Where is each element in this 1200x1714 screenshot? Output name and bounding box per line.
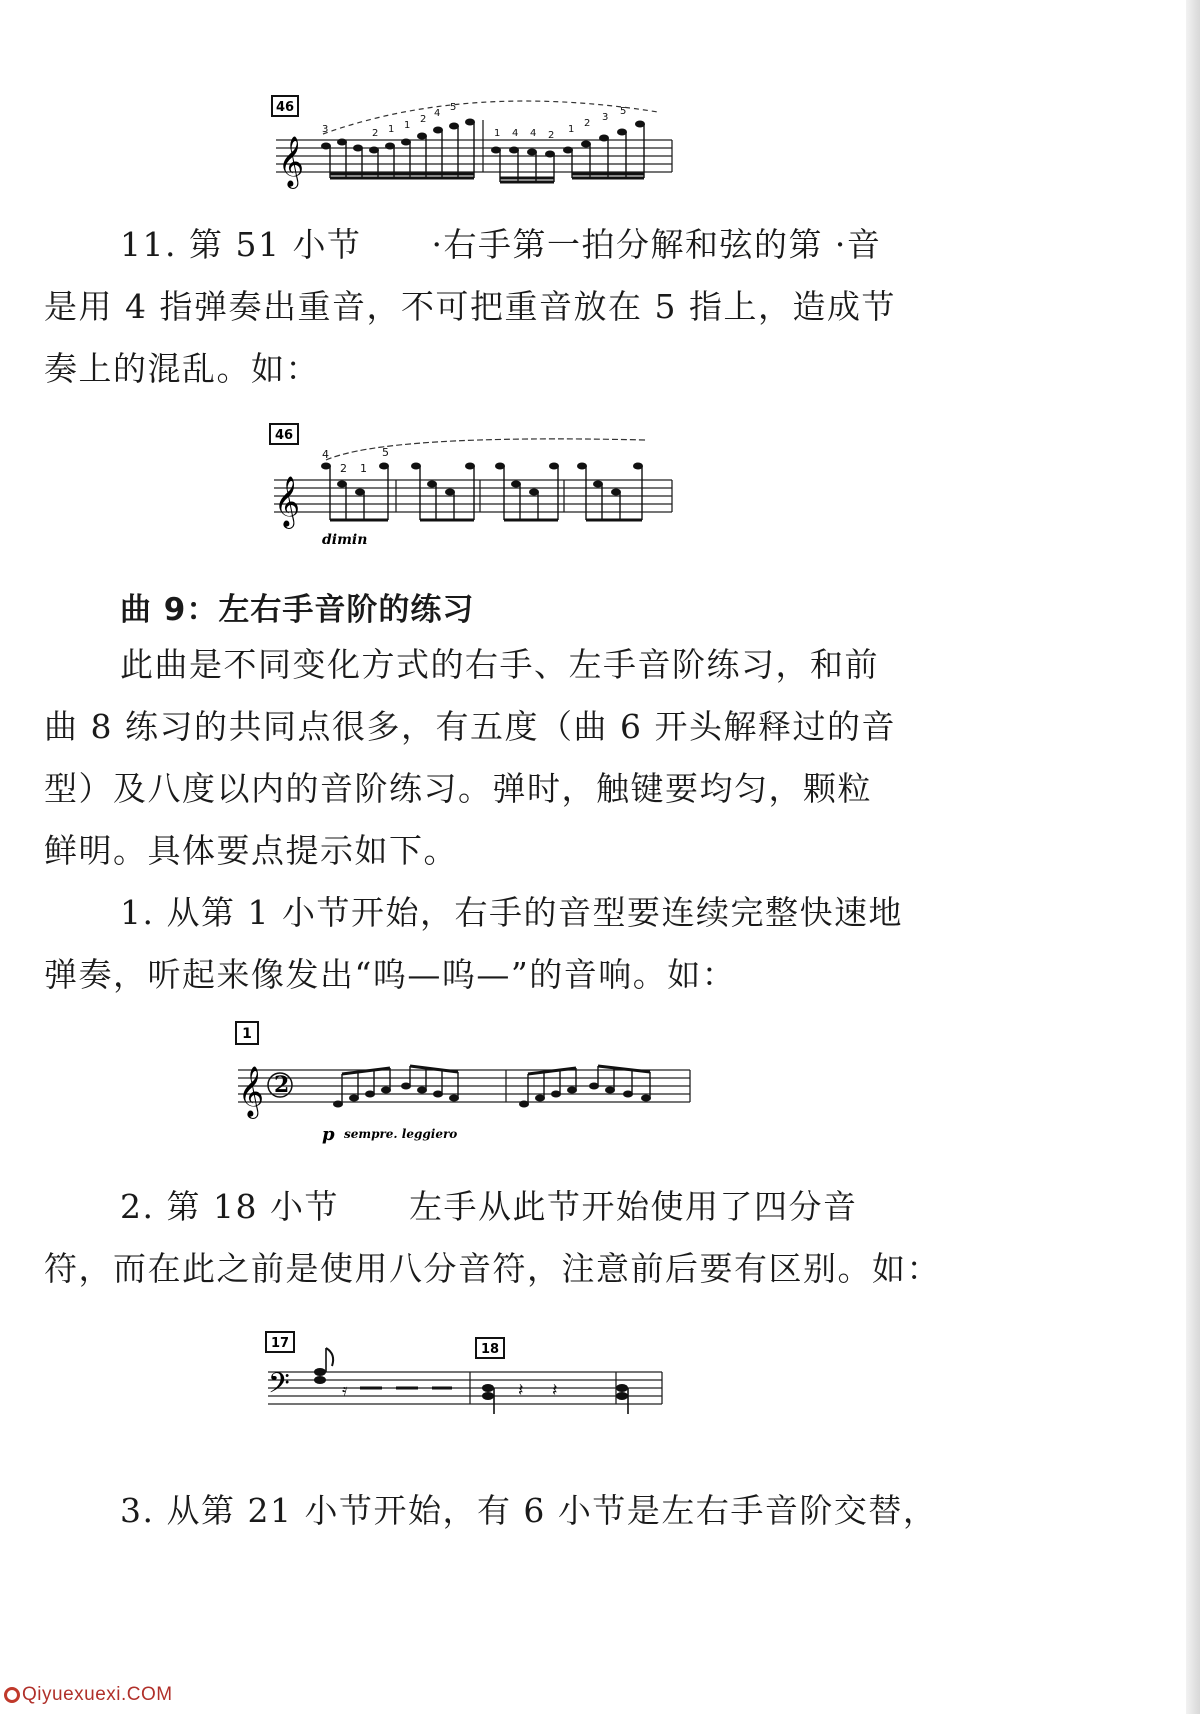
measure-ref-51: 11. 第 51 小节 [120, 225, 362, 264]
dynamic-marking: dimin [322, 532, 368, 548]
music-score-2 [266, 420, 686, 550]
svg-text:4: 4 [434, 108, 441, 119]
svg-text:2: 2 [548, 130, 555, 141]
svg-text:1: 1 [494, 128, 501, 139]
expression-marking: sempre. leggiero [344, 1127, 458, 1141]
svg-text:𝄽: 𝄽 [518, 1380, 524, 1401]
svg-text:3: 3 [602, 112, 609, 123]
svg-text:𝄽: 𝄽 [552, 1380, 558, 1401]
svg-text:2: 2 [372, 128, 379, 139]
measure-number: 46 [274, 428, 294, 443]
music-score-1 [268, 92, 688, 202]
measure-number: 18 [480, 1342, 500, 1357]
paragraph-11-text: ·右手第一拍分解和弦的第 ·音 [431, 225, 882, 264]
svg-text:1: 1 [388, 124, 395, 135]
intro-line-4: 鲜明。具体要点提示如下。 [44, 831, 458, 870]
dynamic-marking: p [322, 1124, 335, 1145]
svg-text:2: 2 [584, 118, 591, 129]
measure-ref-18: 2. 第 18 小节 [120, 1187, 339, 1226]
music-score-3 [230, 1018, 700, 1148]
treble-clef: 𝄞 [274, 476, 301, 527]
svg-text:4: 4 [530, 128, 537, 139]
bass-clef: 𝄢 [268, 1367, 290, 1407]
svg-text:4: 4 [322, 448, 329, 461]
svg-text:5: 5 [382, 446, 389, 459]
paragraph-11-line-3: 奏上的混乱。如： [44, 349, 320, 388]
paragraph-1-line-1: 1. 从第 1 小节开始，右手的音型要连续完整快速地 [120, 893, 903, 932]
intro-line-1: 此曲是不同变化方式的右手、左手音阶练习，和前 [120, 645, 879, 684]
treble-clef: 𝄞 [278, 136, 305, 187]
intro-line-3: 型）及八度以内的音阶练习。弹时，触键要均匀，颗粒 [44, 769, 872, 808]
time-signature: 2 [274, 1072, 290, 1098]
svg-text:5: 5 [620, 106, 627, 117]
intro-line-2: 曲 8 练习的共同点很多，有五度（曲 6 开头解释过的音 [44, 707, 896, 746]
page-edge-shadow [1186, 0, 1200, 1714]
svg-text:1: 1 [404, 120, 411, 131]
svg-text:1: 1 [360, 462, 367, 475]
svg-text:3: 3 [322, 124, 329, 135]
svg-text:2: 2 [340, 462, 347, 475]
measure-number: 17 [270, 1336, 290, 1351]
paragraph-11-line-2: 是用 4 指弹奏出重音，不可把重音放在 5 指上，造成节 [44, 287, 896, 326]
site-watermark: Qiyuexuexi.COM [4, 1684, 173, 1706]
treble-clef: 𝄞 [238, 1066, 265, 1117]
paragraph-1-line-2: 弹奏，听起来像发出“呜—呜—”的音响。如： [44, 955, 737, 994]
svg-text:4: 4 [512, 128, 519, 139]
music-score-4 [262, 1326, 682, 1436]
measure-number: 46 [275, 100, 295, 115]
paragraph-2-line-2: 符，而在此之前是使用八分音符，注意前后要有区别。如： [44, 1249, 941, 1288]
section-heading: 曲 9：左右手音阶的练习 [120, 592, 475, 628]
paragraph-3-line-1: 3. 从第 21 小节开始，有 6 小节是左右手音阶交替， [120, 1491, 938, 1530]
svg-text:2: 2 [420, 114, 427, 125]
measure-number: 1 [242, 1026, 252, 1042]
paragraph-11-line-1 [44, 214, 984, 276]
svg-text:5: 5 [450, 102, 457, 113]
watermark-logo-icon [4, 1687, 20, 1703]
svg-text:𝄿: 𝄿 [342, 1380, 348, 1401]
paragraph-2-line-1: 2. 第 18 小节 左手从此节开始使用了四分音 [120, 1187, 858, 1226]
svg-text:1: 1 [568, 124, 575, 135]
